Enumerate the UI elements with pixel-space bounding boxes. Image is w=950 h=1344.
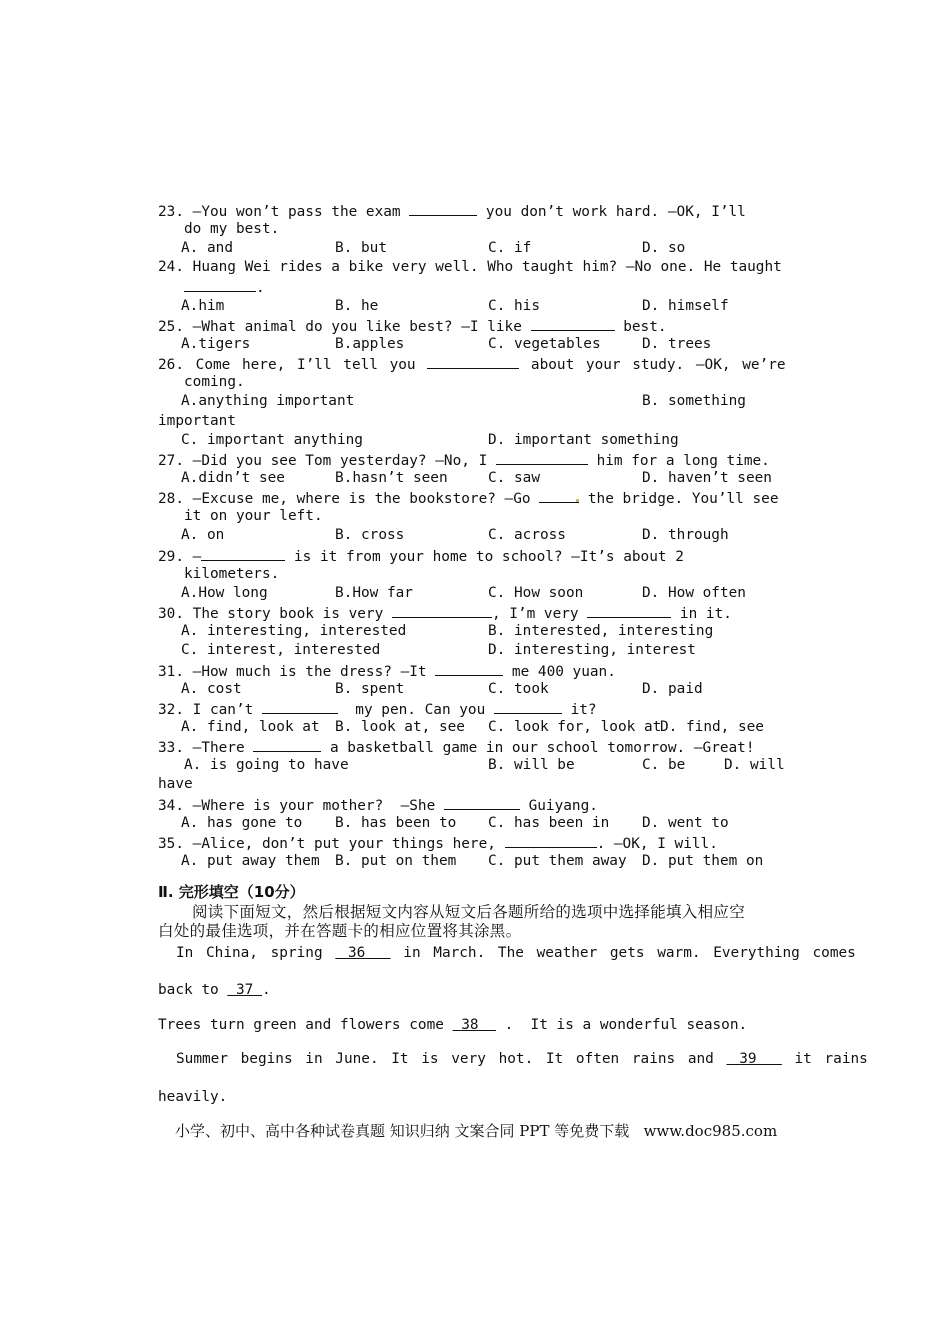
question-text: a basketball game in our school tomorrow. —Great! (321, 740, 755, 756)
blank-37: 37 (235, 982, 254, 998)
option-c: C. put them away (488, 853, 627, 869)
option-d: D. find, see (660, 719, 764, 735)
option-d: D. through (642, 527, 729, 543)
question-text: in it. (671, 606, 732, 622)
option-d: D. went to (642, 815, 729, 831)
question-text: 25. —What animal do you like best? —I like (158, 319, 531, 335)
passage-text: in March. The weather gets warm. Everything comes (390, 945, 856, 961)
answer-blank (496, 450, 588, 465)
answer-blank (262, 699, 338, 714)
option-d: D. paid (642, 681, 703, 697)
option-d-wrap: have (158, 776, 193, 792)
option-c: C. interest, interested (181, 642, 381, 658)
section-title: Ⅱ. 完形填空（10分） (158, 883, 305, 901)
option-c: C. important anything (181, 432, 363, 448)
option-d: D. haven’t seen (642, 470, 772, 486)
question-text: 34. —Where is your mother? —She (158, 798, 444, 814)
question-text: Guiyang. (519, 798, 598, 814)
question-29 (158, 546, 684, 567)
answer-blank (409, 201, 477, 216)
question-34 (158, 795, 598, 816)
question-text: . (256, 280, 265, 296)
question-27 (158, 450, 770, 471)
option-c: C. vegetables (488, 336, 601, 352)
option-b: B.hasn’t seen (335, 470, 448, 486)
question-23-cont: do my best. (184, 221, 280, 237)
option-a: A. cost (181, 681, 242, 697)
blank-39: 39 (739, 1051, 757, 1067)
option-b: B. something (642, 393, 746, 409)
answer-blank (505, 833, 597, 848)
option-b: B. cross (335, 527, 405, 543)
option-c: C. be (642, 757, 686, 773)
question-text: 31. —How much is the dress? —It (158, 664, 436, 680)
option-c: C. across (488, 527, 566, 543)
passage-text: In China, spring (176, 945, 336, 961)
answer-blank (587, 603, 671, 618)
question-text: me 400 yuan. (503, 664, 616, 680)
option-d: D. interesting, interest (488, 642, 696, 658)
option-a: A. interesting, interested (181, 623, 407, 639)
answer-blank (531, 316, 615, 331)
question-text: it? (561, 702, 597, 718)
scan-mark (576, 499, 579, 502)
passage-text: . (261, 982, 271, 998)
option-d: D. himself (642, 298, 729, 314)
option-c: C. saw (488, 470, 540, 486)
question-text: 35. —Alice, don’t put your things here, (158, 836, 505, 852)
question-24: 24. Huang Wei rides a bike very well. Who taught him? —No one. He taught (158, 259, 782, 275)
question-33 (158, 737, 755, 758)
option-b: B. but (335, 240, 387, 256)
answer-blank (494, 699, 562, 714)
section-instructions-cont: 白处的最佳选项，并在答题卡的相应位置将其涂黑。 (158, 922, 522, 940)
option-d: D. trees (642, 336, 712, 352)
option-a: A.How long (181, 585, 268, 601)
question-text: him for a long time. (587, 453, 770, 469)
passage-text: Summer begins in June. It is very hot. It often rains and (176, 1051, 727, 1067)
option-a: A.tigers (181, 336, 251, 352)
question-text: my pen. Can you (346, 702, 494, 718)
question-28-cont: it on your left. (184, 508, 323, 524)
question-text: about your study. —OK, we’re (519, 357, 786, 373)
option-a: A. on (181, 527, 225, 543)
option-d: D. important something (488, 432, 679, 448)
question-text: 30. The story book is very (158, 606, 392, 622)
option-b: B. has been to (335, 815, 457, 831)
passage-text: it rains (781, 1051, 868, 1067)
option-d: D. put them on (642, 853, 764, 869)
question-32 (158, 699, 597, 720)
blank-36: 36 (347, 945, 366, 961)
option-a: A. find, look at (181, 719, 320, 735)
question-text: is it from your home to school? —It’s about 2 (285, 549, 684, 565)
answer-blank (184, 277, 256, 292)
option-c: C. took (488, 681, 549, 697)
passage-line (158, 981, 271, 1000)
question-text: 27. —Did you see Tom yesterday? —No, I (158, 453, 496, 469)
option-c: C. if (488, 240, 532, 256)
option-b: B. put on them (335, 853, 457, 869)
answer-blank (539, 488, 579, 503)
question-29-cont: kilometers. (184, 566, 280, 582)
option-c: C. look for, look at (488, 719, 662, 735)
passage-text: Trees turn green and flowers come (158, 1017, 453, 1033)
passage-text: . It is a wonderful season. (495, 1017, 748, 1033)
question-text: the bridge. You’ll see (579, 491, 779, 507)
option-a: A. put away them (181, 853, 320, 869)
answer-blank (427, 354, 519, 369)
option-b: B.How far (335, 585, 413, 601)
option-b: B. look at, see (335, 719, 465, 735)
question-35 (158, 833, 718, 854)
question-23 (158, 201, 746, 222)
question-text: 33. —There (158, 740, 254, 756)
passage-line: heavily. (158, 1089, 228, 1105)
option-d: D. so (642, 240, 686, 256)
question-text: , I’m very (491, 606, 588, 622)
question-24-cont (184, 277, 265, 298)
option-c: C. has been in (488, 815, 610, 831)
question-31 (158, 661, 616, 682)
question-text: 32. I can’t (158, 702, 262, 718)
question-28 (158, 488, 779, 509)
option-c: C. How soon (488, 585, 584, 601)
answer-blank (253, 737, 321, 752)
option-b: B. he (335, 298, 379, 314)
blank-38: 38 (461, 1017, 479, 1033)
option-a: A.didn’t see (181, 470, 285, 486)
question-text: best. (614, 319, 667, 335)
question-26 (158, 354, 786, 375)
footer-text: 小学、初中、高中各种试卷真题 知识归纳 文案合同 PPT 等免费下载 www.doc985.com (175, 1122, 778, 1140)
option-b: B. will be (488, 757, 575, 773)
question-25 (158, 316, 667, 337)
question-26-cont: coming. (184, 374, 245, 390)
question-text: 26. Come here, I’ll tell you (158, 357, 428, 373)
option-a: A.anything important (181, 393, 355, 409)
option-b: B.apples (335, 336, 405, 352)
answer-blank (435, 661, 503, 676)
answer-blank (444, 795, 520, 810)
question-text: 28. —Excuse me, where is the bookstore? —Go (158, 491, 540, 507)
option-c: C. his (488, 298, 540, 314)
section-instructions: 阅读下面短文，然后根据短文内容从短文后各题所给的选项中选择能填入相应空 (192, 903, 746, 921)
option-d: D. How often (642, 585, 746, 601)
option-a: A. is going to have (184, 757, 349, 773)
passage-line (176, 944, 856, 963)
question-text: 23. —You won’t pass the exam (158, 204, 410, 220)
answer-blank (392, 603, 492, 618)
option-a: A.him (181, 298, 225, 314)
option-b: B. spent (335, 681, 405, 697)
passage-line (158, 1016, 747, 1035)
answer-blank (201, 546, 285, 561)
option-a: A. and (181, 240, 233, 256)
passage-line (176, 1050, 868, 1069)
option-d: D. will (724, 757, 785, 773)
question-text: . —OK, I will. (596, 836, 718, 852)
question-text: you don’t work hard. —OK, I’ll (477, 204, 746, 220)
option-b-wrap: important (158, 413, 236, 429)
question-30 (158, 603, 732, 624)
question-text: 29. — (158, 549, 202, 565)
passage-text: back to (158, 982, 228, 998)
option-b: B. interested, interesting (488, 623, 714, 639)
option-a: A. has gone to (181, 815, 303, 831)
